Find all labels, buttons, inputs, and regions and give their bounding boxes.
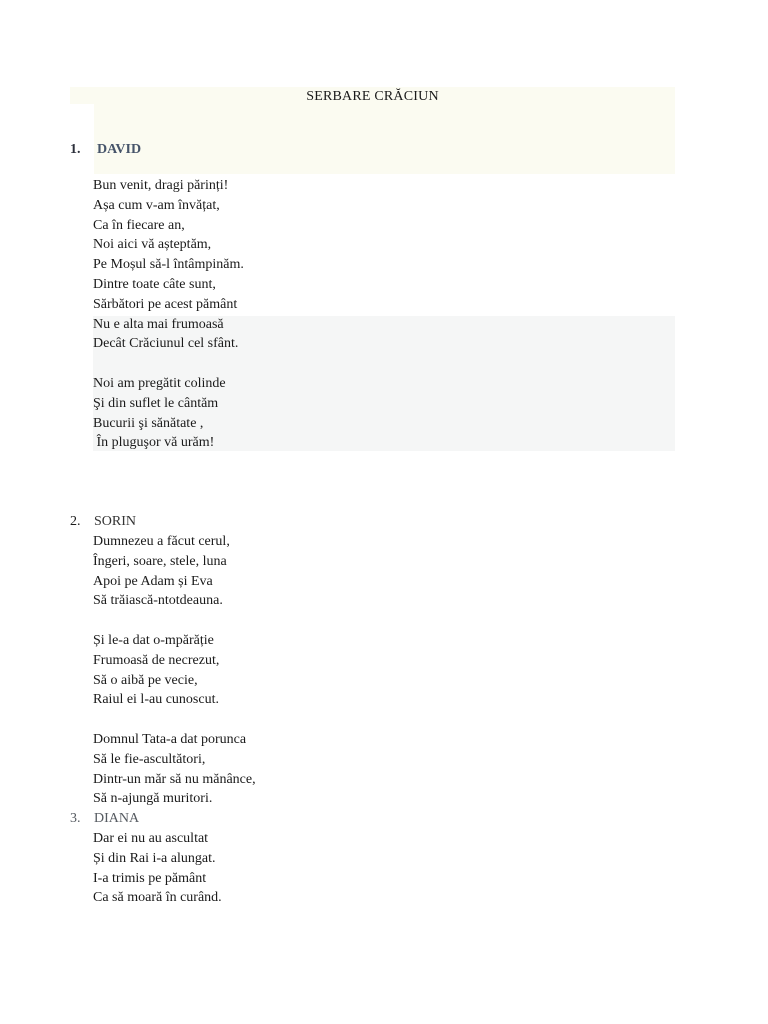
verse-line: Noi aici vă așteptăm, <box>93 237 212 253</box>
speaker-heading-2 <box>70 513 136 531</box>
verse-block-2 <box>93 532 256 809</box>
verse-line: Să trăiască-ntotdeauna. <box>93 593 223 609</box>
speaker-number: 2. <box>70 514 81 529</box>
speaker-name: DIANA <box>94 811 140 826</box>
verse-line: Apoi pe Adam și Eva <box>93 573 213 589</box>
document-title: SERBARE CRĂCIUN <box>306 89 439 104</box>
verse-line: Îngeri, soare, stele, luna <box>93 553 227 569</box>
verse-line: Să le fie-ascultători, <box>93 751 206 767</box>
speaker-name: SORIN <box>94 514 137 529</box>
verse-line: Și din Rai i-a alungat. <box>93 850 216 866</box>
verse-line: Dintre toate câte sunt, <box>93 276 216 292</box>
verse-line: Să n-ajungă muritori. <box>93 791 213 807</box>
verse-block-1 <box>93 176 244 453</box>
speaker-number: 1. <box>70 142 81 157</box>
verse-line: Dumnezeu a făcut cerul, <box>93 534 230 549</box>
verse-line: Și le-a dat o-mpărăție <box>93 632 214 648</box>
stanza-gap <box>93 354 244 374</box>
verse-line: I-a trimis pe pământ <box>93 870 207 886</box>
verse-line: Ca să moară în curând. <box>93 890 222 906</box>
speaker-heading-1 <box>70 141 141 159</box>
stanza-gap <box>93 611 256 631</box>
verse-line: Frumoasă de necrezut, <box>93 652 220 668</box>
verse-line: Bucurii şi sănătate , <box>93 415 204 431</box>
speaker-name: DAVID <box>97 142 142 157</box>
speaker-number: 3. <box>70 811 81 826</box>
verse-line: Dar ei nu au ascultat <box>93 831 209 846</box>
verse-line: Ca în fiecare an, <box>93 217 185 233</box>
verse-block-3 <box>93 829 222 908</box>
verse-line: Domnul Tata-a dat porunca <box>93 731 247 747</box>
speaker-heading-3 <box>70 810 139 828</box>
verse-line: Noi am pregătit colinde <box>93 375 226 391</box>
verse-line: Sărbători pe acest pământ <box>93 296 238 312</box>
verse-line: Nu e alta mai frumoasă <box>93 316 224 332</box>
verse-line: Bun venit, dragi părinți! <box>93 178 229 193</box>
stanza-gap <box>93 710 256 730</box>
verse-line: Să o aibă pe vecie, <box>93 672 198 688</box>
verse-line: Raiul ei l-au cunoscut. <box>93 692 219 708</box>
verse-line: Dintr-un măr să nu mănânce, <box>93 771 256 787</box>
verse-line: Şi din suflet le cântăm <box>93 395 219 411</box>
verse-line: În pluguşor vă urăm! <box>93 435 215 451</box>
header-highlight-notch <box>70 104 94 174</box>
verse-line: Așa cum v-am învățat, <box>93 197 220 213</box>
verse-line: Pe Moșul să-l întâmpinăm. <box>93 257 244 273</box>
verse-line: Decât Crăciunul cel sfânt. <box>93 336 239 352</box>
